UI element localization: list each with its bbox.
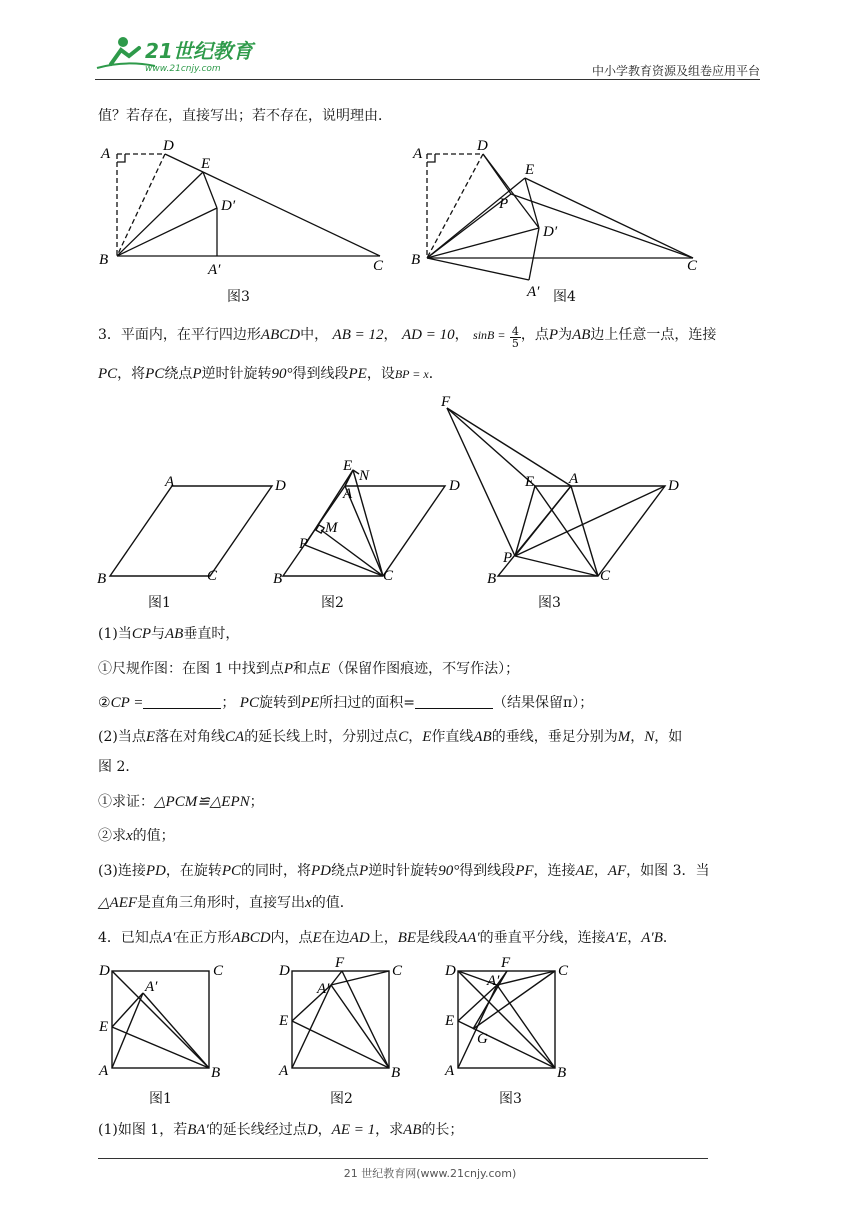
svg-text:D′: D′ [221, 198, 236, 214]
svg-text:A′: A′ [145, 979, 158, 995]
svg-text:A: A [165, 474, 175, 490]
q3-statement-line1: 3．平面内，在平行四边形ABCD中， AB = 12， AD = 10， sinB = $\frac{4}{5}$ ，点P为AB边上任意一点，连接 [98, 325, 717, 350]
svg-text:www.21cnjy.com: www.21cnjy.com [145, 64, 221, 74]
svg-text:P: P [499, 196, 509, 212]
header-divider [95, 79, 760, 80]
svg-text:A: A [445, 1063, 455, 1079]
caption-q4-fig2: 图2 [330, 1091, 353, 1107]
svg-text:F: F [501, 955, 511, 971]
svg-text:M: M [325, 520, 338, 536]
svg-text:G: G [477, 1031, 488, 1047]
svg-text:D′: D′ [543, 224, 558, 240]
svg-text:D: D [449, 478, 460, 494]
svg-text:C: C [392, 963, 403, 979]
svg-text:B: B [391, 1065, 401, 1081]
q3-statement-line2: PC，将PC绕点P逆时针旋转90°得到线段PE，设BP = x． [98, 366, 443, 382]
text-line: 值？若存在，直接写出；若不存在，说明理由． [98, 108, 392, 124]
svg-text:A: A [569, 471, 579, 487]
svg-text:B: B [487, 571, 497, 587]
svg-text:A: A [413, 146, 423, 162]
q3-part1-2: ②CP = ； PC旋转到PE所扫过的面积= （结果保留π）； [98, 695, 594, 711]
svg-text:F: F [335, 955, 345, 971]
svg-text:D: D [275, 478, 286, 494]
caption-fig3-top: 图3 [227, 289, 250, 305]
q4-statement: 4．已知点A′在正方形ABCD内，点E在边AD上，BE是线段AA′的垂直平分线，连接A′E，A′B． [98, 930, 677, 946]
answer-blank [143, 694, 221, 709]
svg-text:A: A [279, 1063, 289, 1079]
caption-q3-fig2: 图2 [321, 595, 344, 611]
q3-part1: (1)当CP与AB垂直时， [98, 626, 240, 642]
footer-divider [98, 1158, 708, 1159]
svg-text:B: B [273, 571, 283, 587]
svg-text:E: E [525, 474, 535, 490]
q3-part2-2: ②求x的值； [98, 828, 175, 844]
caption-q3-fig1: 图1 [148, 595, 171, 611]
q3-part2-cont: 图 2． [98, 759, 140, 775]
svg-text:D: D [279, 963, 290, 979]
svg-text:P: P [299, 536, 309, 552]
q3-part2: (2)当点E落在对角线CA的延长线上时，分别过点C，E作直线AB的垂线，垂足分别为M，N，如 [98, 729, 683, 745]
figure-3-top [95, 138, 395, 298]
q4-part1: (1)如图 1，若BA′的延长线经过点D，AE = 1，求AB的长； [98, 1122, 464, 1138]
svg-text:B: B [99, 252, 109, 268]
page-header [95, 30, 760, 80]
svg-text:A′: A′ [317, 981, 330, 997]
svg-text:D: D [99, 963, 110, 979]
svg-text:E: E [201, 156, 211, 172]
svg-text:A′: A′ [487, 973, 500, 989]
svg-text:A′: A′ [208, 262, 221, 278]
svg-text:D: D [668, 478, 679, 494]
svg-text:A′: A′ [527, 284, 540, 298]
logo-icon [95, 34, 295, 74]
svg-text:C: C [687, 258, 698, 274]
svg-text:P: P [503, 550, 513, 566]
svg-text:B: B [211, 1065, 221, 1081]
svg-text:C: C [383, 568, 394, 584]
q3-part3: (3)连接PD，在旋转PC的同时，将PD绕点P逆时针旋转90°得到线段PF，连接AE，AF，如图 3．当 [98, 863, 710, 879]
svg-text:E: E [525, 162, 535, 178]
svg-text:D: D [163, 138, 174, 154]
svg-text:A: A [343, 486, 353, 502]
svg-text:A: A [99, 1063, 109, 1079]
svg-text:D: D [445, 963, 456, 979]
svg-text:A: A [101, 146, 111, 162]
footer-text: 21 世纪教育网(www.21cnjy.com) [343, 1167, 517, 1180]
svg-text:C: C [600, 568, 611, 584]
svg-text:E: E [445, 1013, 455, 1029]
q4-figures [95, 955, 595, 1085]
svg-text:E: E [343, 458, 353, 474]
answer-blank [415, 694, 493, 709]
svg-text:C: C [213, 963, 224, 979]
svg-text:C: C [373, 258, 384, 274]
svg-text:F: F [441, 394, 451, 410]
q3-part1-1: ①尺规作图：在图 1 中找到点P和点E（保留作图痕迹，不写作法）； [98, 661, 520, 677]
header-platform-name: 中小学教育资源及组卷应用平台 [591, 64, 760, 78]
svg-text:D: D [477, 138, 488, 154]
svg-text:N: N [359, 468, 370, 484]
svg-text:B: B [411, 252, 421, 268]
svg-text:B: B [97, 571, 107, 587]
svg-text:C: C [207, 568, 218, 584]
svg-text:E: E [279, 1013, 289, 1029]
caption-q4-fig3: 图3 [499, 1091, 522, 1107]
caption-q3-fig3: 图3 [538, 595, 561, 611]
svg-text:B: B [557, 1065, 567, 1081]
q3-part2-1: ①求证：△PCM≌△EPN； [98, 794, 264, 810]
caption-q4-fig1: 图1 [149, 1091, 172, 1107]
caption-fig4-top: 图4 [553, 289, 576, 305]
q3-part3-cont: △AEF是直角三角形时，直接写出x的值． [98, 895, 354, 911]
q3-figures [95, 390, 775, 590]
svg-text:21世纪教育: 21世纪教育 [145, 39, 253, 63]
svg-text:E: E [99, 1019, 109, 1035]
svg-text:C: C [558, 963, 569, 979]
figure-4-top [405, 138, 715, 298]
